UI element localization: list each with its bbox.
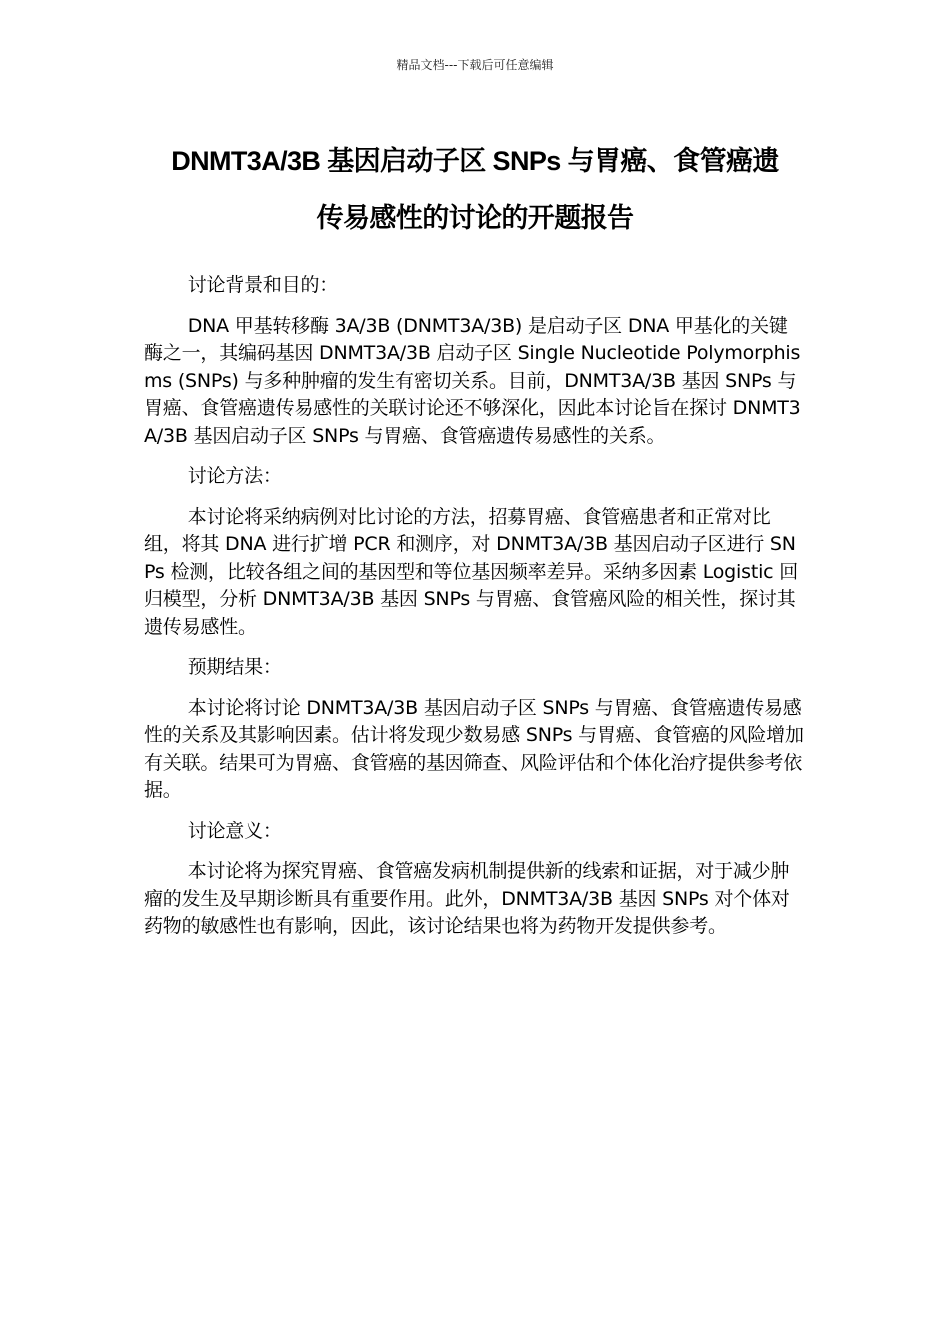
section-heading-methods: 讨论方法： [187, 465, 282, 487]
title-line-1: DNMT3A/3B 基因启动子区 SNPs 与胃癌、食管癌遗 [171, 146, 779, 176]
document-body [144, 272, 806, 954]
section-body-methods: 本讨论将采纳病例对比讨论的方法，招募胃癌、食管癌患者和正常对比组，将其 DNA 进行扩增 PCR 和测序，对 DNMT3A/3B 基因启动子区进行 SNPs 检测，比较各组之间的基因型和等位基因频率差异。采纳多因素 Logistic 回归模型，分析 DNMT3A/3B 基因 SNPs 与胃癌、食管癌风险的相关性，探讨其遗传易感性。 [144, 505, 799, 638]
section-body-background: DNA 甲基转移酶 3A/3B (DNMT3A/3B) 是启动子区 DNA 甲基化的关键酶之一，其编码基因 DNMT3A/3B 启动子区 Single Nucleotide Polymorphisms (SNPs) 与多种肿瘤的发生有密切关系。目前，DNMT3A/3B 基因 SNPs 与胃癌、食管癌遗传易感性的关联讨论还不够深化，因此本讨论旨在探讨 DNMT3A/3B 基因启动子区 SNPs 与胃癌、食管癌遗传易感性的关系。 [144, 314, 801, 447]
title-line-2: 传易感性的讨论的开题报告 [316, 203, 634, 233]
section-body-expected-results: 本讨论将讨论 DNMT3A/3B 基因启动子区 SNPs 与胃癌、食管癌遗传易感性的关系及其影响因素。估计将发现少数易感 SNPs 与胃癌、食管癌的风险增加有关联。结果可为胃癌、食管癌的基因筛查、风险评估和个体化治疗提供参考依据。 [144, 696, 804, 801]
header-note: 精品文档---下载后可任意编辑 [396, 58, 554, 72]
section-heading-significance: 讨论意义： [187, 819, 282, 842]
section-heading-background: 讨论背景和目的： [187, 274, 339, 296]
document-title [144, 133, 806, 247]
section-heading-expected-results: 预期结果： [187, 656, 282, 678]
section-body-significance: 本讨论将为探究胃癌、食管癌发病机制提供新的线索和证据，对于减少肿瘤的发生及早期诊断具有重要作用。此外，DNMT3A/3B 基因 SNPs 对个体对药物的敏感性也有影响，因此，该讨论结果也将为药物开发提供参考。 [144, 860, 790, 937]
